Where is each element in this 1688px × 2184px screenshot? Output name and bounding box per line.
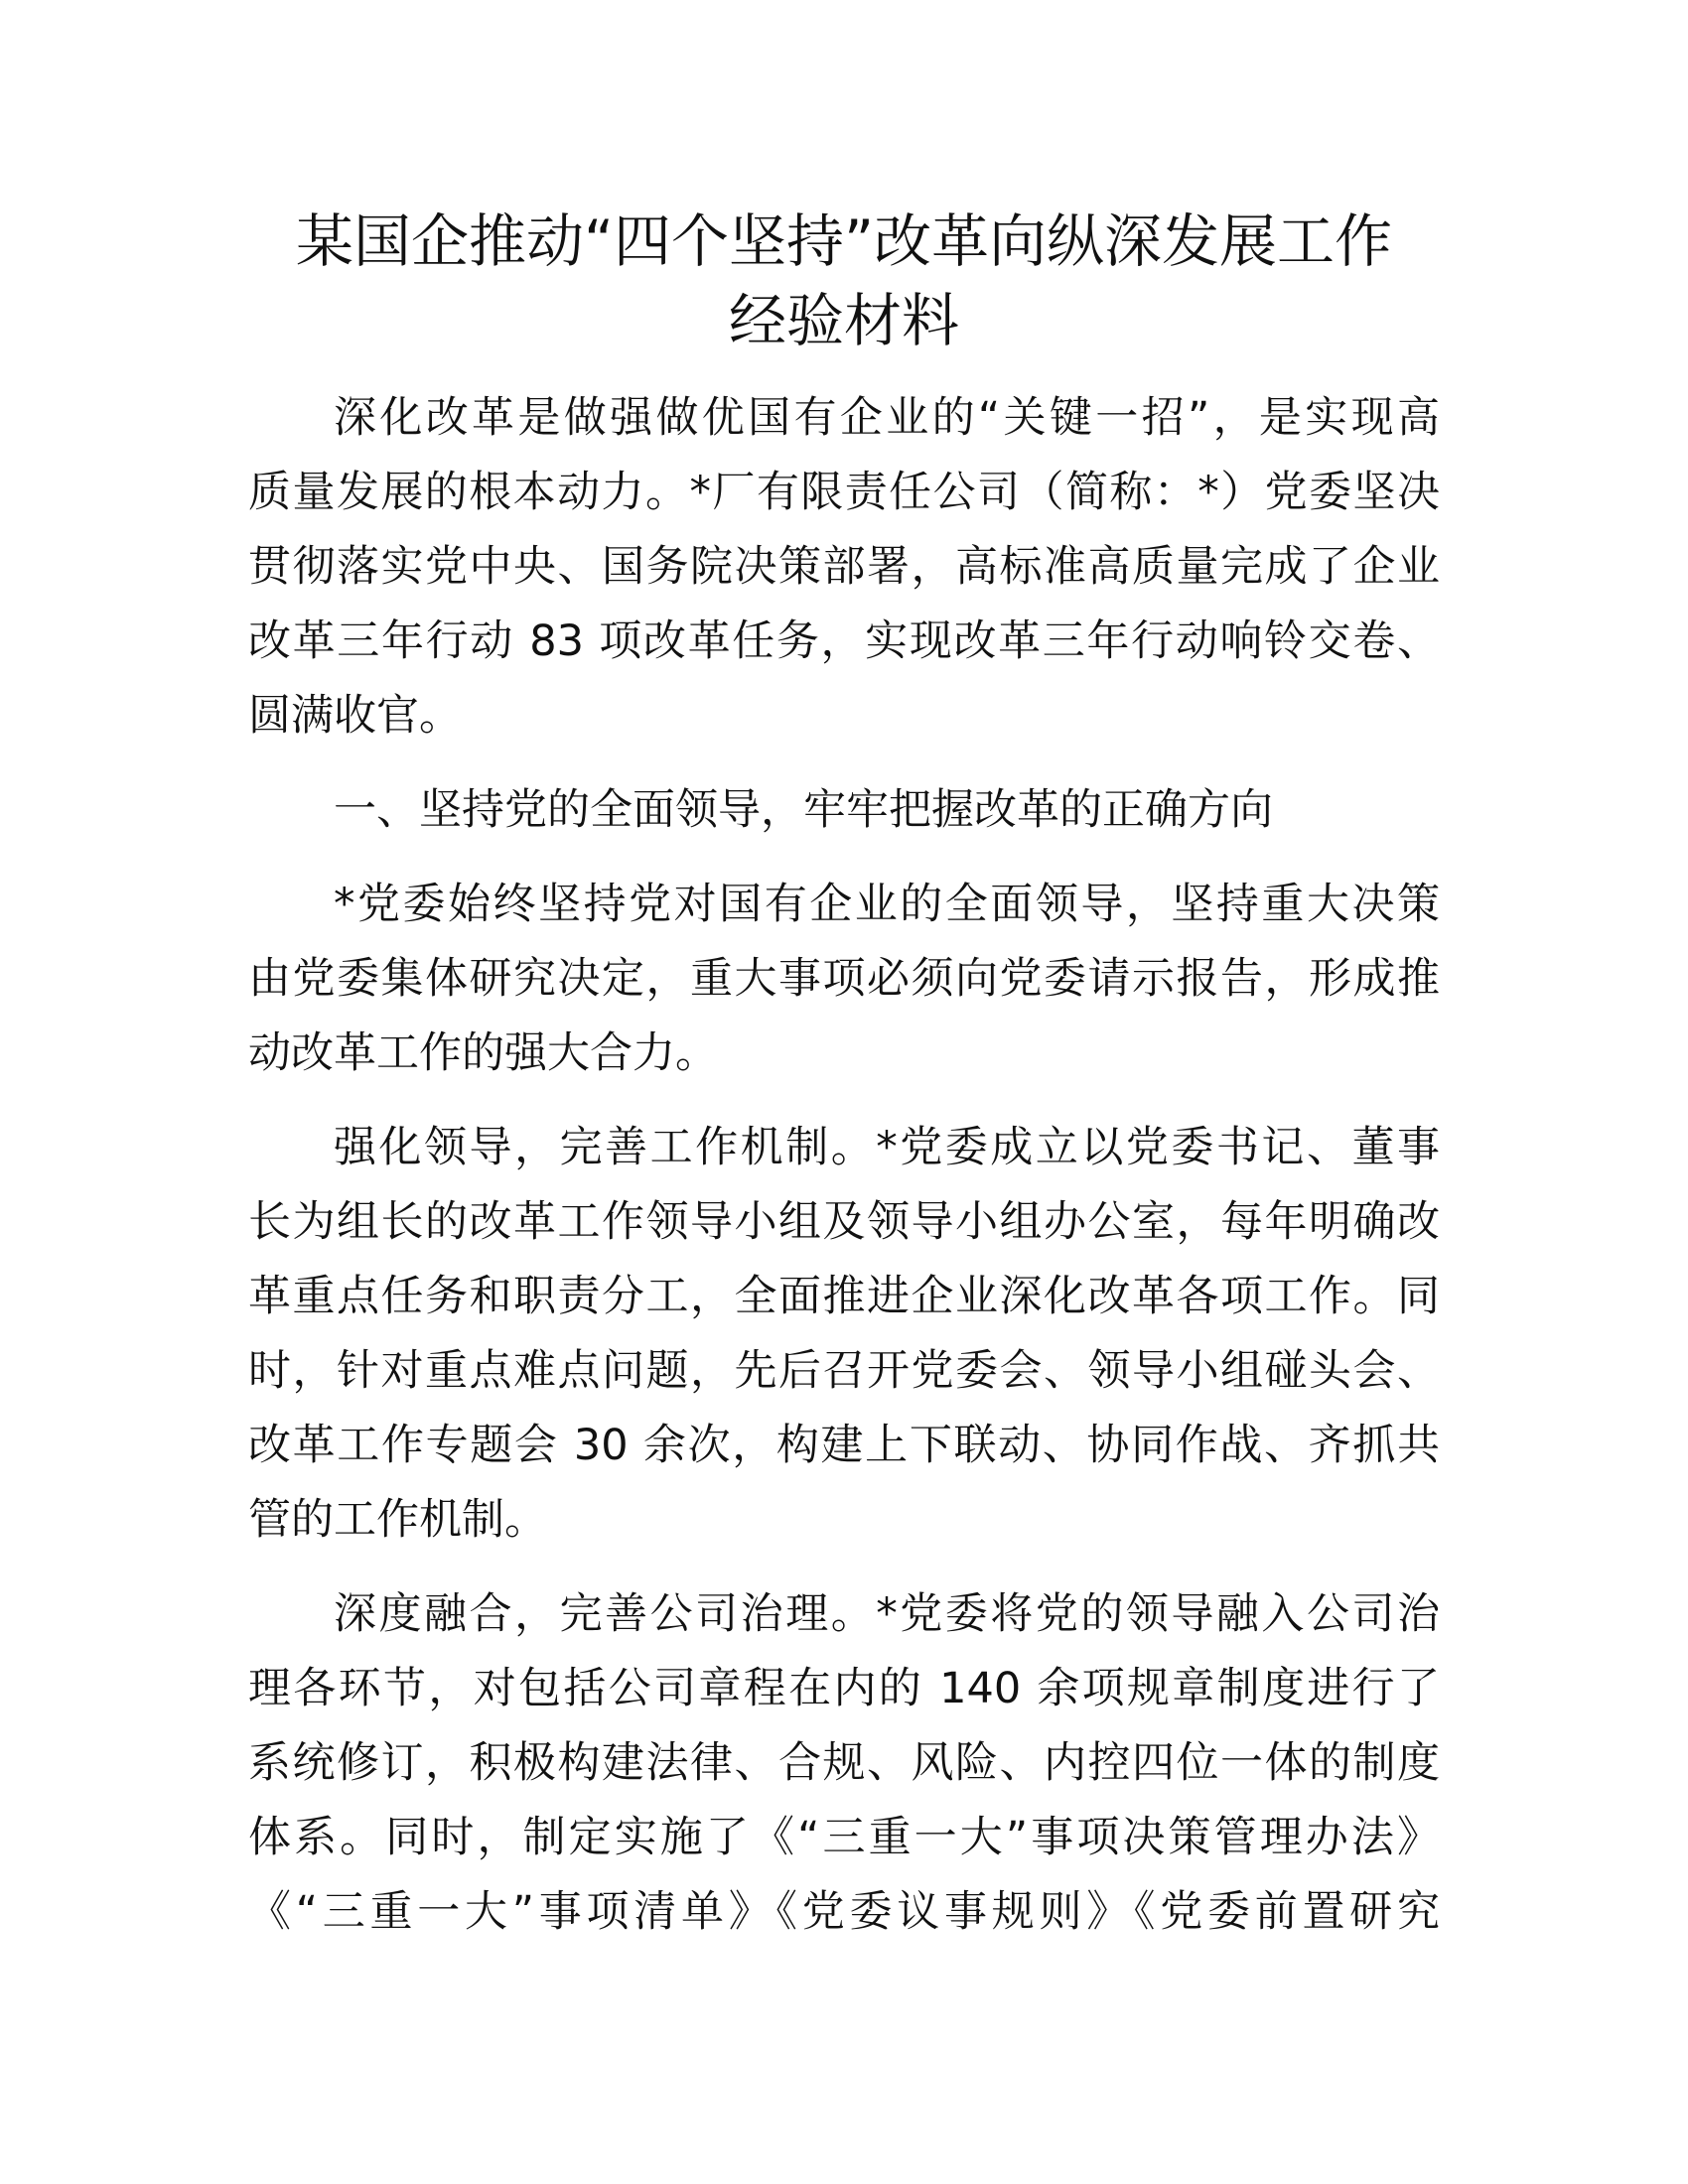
body-line: 《“三重一大”事项清单》《党委议事规则》《党委前置研究	[248, 1887, 1440, 1937]
body-line: *党委始终坚持党对国有企业的全面领导，坚持重大决策	[334, 880, 1440, 929]
body-line: 体系。同时，制定实施了《“三重一大”事项决策管理办法》	[248, 1813, 1440, 1862]
body-line: 由党委集体研究决定，重大事项必须向党委请示报告，形成推	[248, 954, 1440, 1004]
body-line: 管的工作机制。	[248, 1495, 547, 1545]
title-line-2: 经验材料	[728, 287, 959, 354]
body-line: 强化领导，完善工作机制。*党委成立以党委书记、董事	[334, 1123, 1440, 1172]
body-line: 动改革工作的强大合力。	[248, 1028, 718, 1078]
section-heading: 一、坚持党的全面领导，牢牢把握改革的正确方向	[334, 785, 1273, 835]
body-line: 贯彻落实党中央、国务院决策部署，高标准高质量完成了企业	[248, 542, 1440, 592]
body-line: 长为组长的改革工作领导小组及领导小组办公室，每年明确改	[248, 1197, 1440, 1247]
body-line: 改革工作专题会 30 余次，构建上下联动、协同作战、齐抓共	[248, 1421, 1440, 1470]
title-line-1: 某国企推动“四个坚持”改革向纵深发展工作	[295, 207, 1393, 275]
body-line: 深度融合，完善公司治理。*党委将党的领导融入公司治	[334, 1589, 1440, 1639]
body-line: 圆满收官。	[248, 691, 462, 741]
body-line: 时，针对重点难点问题，先后召开党委会、领导小组碰头会、	[248, 1346, 1440, 1396]
body-line: 系统修订，积极构建法律、合规、风险、内控四位一体的制度	[248, 1738, 1440, 1788]
body-line: 深化改革是做强做优国有企业的“关键一招”，是实现高	[334, 393, 1440, 443]
body-line: 革重点任务和职责分工，全面推进企业深化改革各项工作。同	[248, 1272, 1440, 1321]
document-title	[238, 202, 1450, 360]
body-line: 理各环节，对包括公司章程在内的 140 余项规章制度进行了	[248, 1664, 1440, 1713]
body-line: 改革三年行动 83 项改革任务，实现改革三年行动响铃交卷、	[248, 616, 1440, 666]
body-line: 质量发展的根本动力。*厂有限责任公司（简称：*）党委坚决	[248, 468, 1440, 517]
